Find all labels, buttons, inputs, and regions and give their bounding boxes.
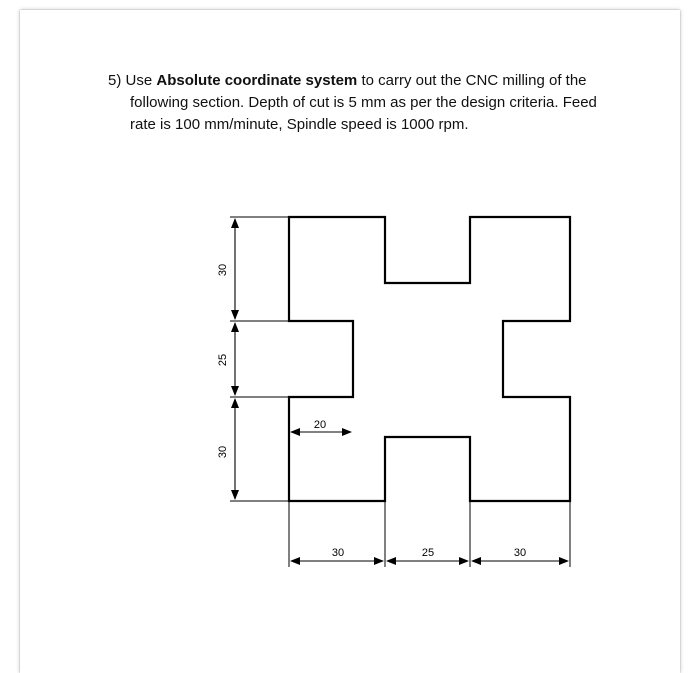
left-extension-lines: [230, 217, 289, 501]
question-line-3: rate is 100 mm/minute, Spindle speed is 1000 rpm.: [130, 116, 469, 133]
question-line1-rest: to carry out the CNC milling of the: [361, 72, 587, 89]
dim-left-top-label: 30: [217, 263, 229, 277]
question-intro: Use: [125, 72, 153, 89]
question-number: 5): [108, 72, 122, 89]
dim-left-bottom-label: 30: [217, 445, 229, 459]
dim-bottom-middle-label: 25: [421, 547, 435, 559]
question-bold-phrase: Absolute coordinate system: [156, 72, 358, 89]
dim-inner-label: 20: [313, 419, 327, 431]
dim-bottom-right-label: 30: [513, 547, 527, 559]
part-outline: [289, 217, 570, 501]
dim-bottom-left-label: 30: [331, 547, 345, 559]
dim-left-middle-label: 25: [217, 353, 229, 367]
question-line-2: following section. Depth of cut is 5 mm as per the design criteria. Feed: [130, 94, 597, 111]
